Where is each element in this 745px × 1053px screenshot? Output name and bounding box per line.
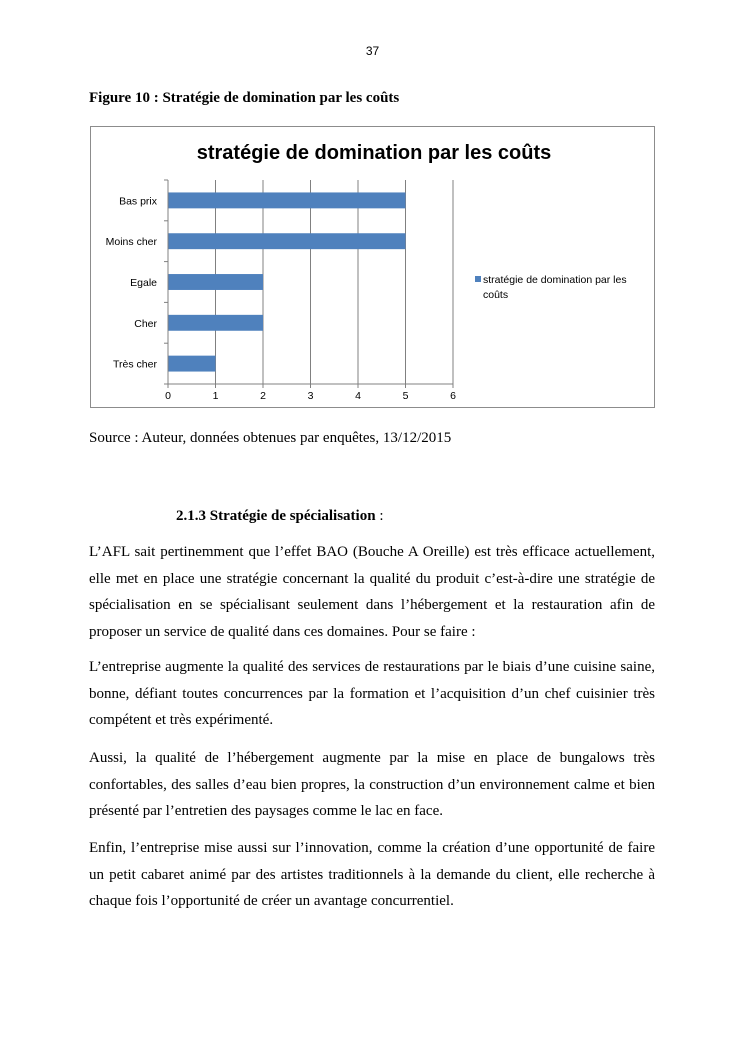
chart-title: stratégie de domination par les coûts xyxy=(196,142,552,164)
figure-caption: Figure 10 : Stratégie de domination par les coûts xyxy=(89,90,400,106)
bar xyxy=(169,356,216,372)
category-label: Cher xyxy=(134,317,157,330)
category-label: Bas prix xyxy=(119,195,157,208)
legend-label-line1: stratégie de domination par les xyxy=(483,274,627,286)
category-label: Moins cher xyxy=(105,236,157,249)
x-tick-label: 2 xyxy=(260,390,266,402)
bar xyxy=(169,233,406,249)
legend xyxy=(475,274,627,301)
bar-chart xyxy=(90,126,655,408)
section-heading-title: 2.1.3 Stratégie de spécialisation xyxy=(176,508,376,524)
legend-label-line2: coûts xyxy=(483,289,509,301)
page-number: 37 xyxy=(365,44,380,58)
tick-labels xyxy=(165,390,456,402)
x-tick-label: 1 xyxy=(212,390,219,402)
bar xyxy=(169,315,264,331)
x-tick-label: 0 xyxy=(165,390,171,402)
section-heading xyxy=(176,508,384,525)
bars xyxy=(169,192,406,371)
x-tick-label: 4 xyxy=(355,390,361,402)
paragraph: Enfin, l’entreprise mise aussi sur l’innovation, comme la création d’une opportunité de faire un petit cabaret animé par des artistes traditionnels à la demande du client, elle recherche à chaque fois l’opportunité de créer un avantage concurrentiel. xyxy=(89,840,655,909)
bar xyxy=(169,192,406,208)
category-label: Très cher xyxy=(113,358,157,371)
paragraph: L’AFL sait pertinemment que l’effet BAO (Bouche A Oreille) est très efficace actuellement, elle met en place une stratégie concernant la qualité du produit c’est-à-dire une stratégie de spécialisation en se spécialisant seulement dans l’hébergement et la restauration afin de proposer un service de qualité dans ces domaines. Pour se faire : xyxy=(89,544,655,640)
x-tick-label: 6 xyxy=(450,390,456,402)
section-heading-suffix: : xyxy=(375,508,384,524)
figure-source: Source : Auteur, données obtenues par enquêtes, 13/12/2015 xyxy=(89,430,452,446)
legend-swatch xyxy=(475,276,481,282)
bar xyxy=(169,274,264,290)
paragraph: L’entreprise augmente la qualité des services de restaurations par le biais d’une cuisine saine, bonne, défiant toutes concurrences par la formation et l’acquisition d’un chef cuisinier très compétent et très expérimenté. xyxy=(89,659,655,728)
chart-canvas xyxy=(91,127,654,407)
category-labels xyxy=(106,195,158,370)
x-tick-label: 5 xyxy=(402,390,409,402)
category-label: Egale xyxy=(130,277,157,289)
x-tick-label: 3 xyxy=(307,390,314,402)
paragraph: Aussi, la qualité de l’hébergement augmente par la mise en place de bungalows très confortables, des salles d’eau bien propres, la construction d’un environnement calme et bien présenté par l’entretien des paysages comme le lac en face. xyxy=(89,750,655,819)
